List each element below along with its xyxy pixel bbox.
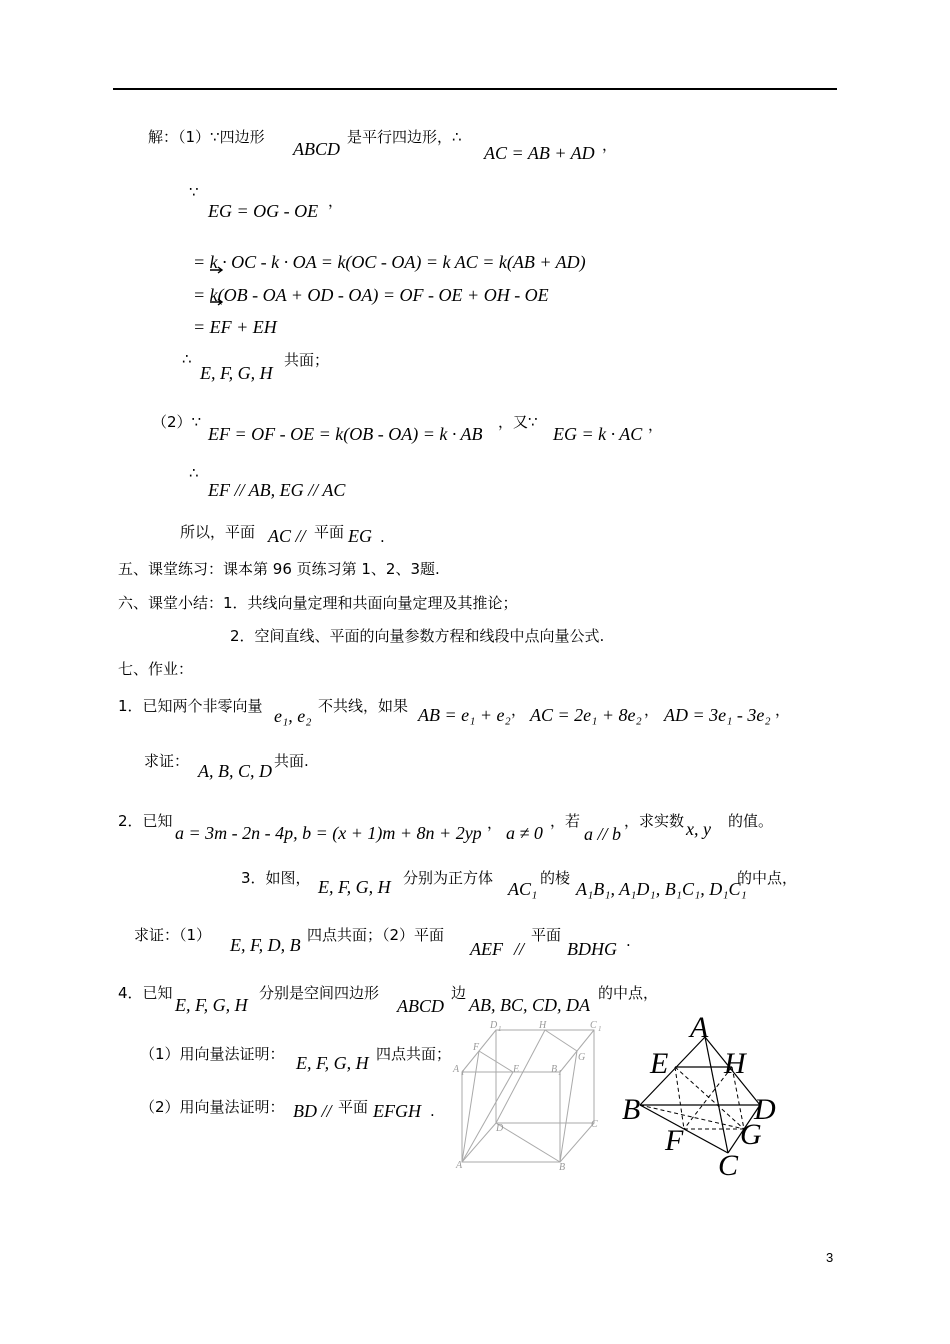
eq-ac: AC = AB + AD: [484, 143, 595, 163]
hw3-intro: 3．如图，: [241, 869, 311, 887]
comma: ，: [644, 701, 660, 719]
comma: ，: [511, 701, 527, 719]
cube-label-f: F: [473, 1042, 480, 1053]
comma: ，: [602, 136, 618, 154]
section-six: 六、课堂小结：1．共线向量定理和共面向量定理及其推论；: [118, 594, 518, 612]
tetra-label-h: H: [724, 1047, 746, 1080]
cube-label-b1: B: [551, 1064, 558, 1075]
hw1-eq-ac: AC = 2e₁ + 8e₂: [530, 705, 642, 725]
subscript: 1: [498, 1025, 502, 1033]
hw4-edge-word: 边: [451, 984, 467, 1002]
hw4-quad: ABCD: [397, 996, 444, 1016]
because-symbol: ∵: [189, 183, 199, 201]
hw2-xy: x, y: [686, 819, 711, 839]
hw4-midpoints: 的中点，: [598, 984, 659, 1002]
vector-arrows: [208, 265, 228, 305]
hw3-parallel: //: [514, 939, 525, 959]
hw2-find: ，求实数: [624, 812, 685, 830]
cube-front-face: [462, 1072, 560, 1162]
tetra-label-c: C: [718, 1149, 739, 1182]
subscript: 1: [558, 1069, 562, 1077]
tetra-label-f: F: [665, 1124, 684, 1157]
hw1-intro: 1．已知两个非零向量: [118, 697, 263, 715]
comma: ，: [648, 416, 664, 434]
hw3-plane-word: 平面: [531, 926, 562, 944]
period: .: [626, 932, 631, 950]
also-because: ，又∵: [498, 413, 538, 431]
cube-label-a1: A: [453, 1064, 460, 1075]
tetra-label-e: E: [650, 1047, 669, 1080]
hw4-q1-points: E, F, G, H: [296, 1053, 369, 1073]
hw4-q2-bd: BD //: [293, 1101, 332, 1121]
hw3-prove: 求证：（1）: [134, 926, 212, 944]
hw1-prove: 求证：: [144, 752, 190, 770]
hw3-part1: 四点共面；（2）平面: [307, 926, 445, 944]
comma: ，: [775, 701, 791, 719]
cube-label-b: B: [559, 1162, 566, 1173]
hw3-points: E, F, G, H: [318, 877, 391, 897]
hw2-if: ，若: [550, 812, 581, 830]
period: .: [380, 528, 385, 546]
conclusion-text: 所以，平面: [180, 523, 256, 541]
eq-eg-k: EG = k · AC: [553, 424, 643, 444]
subscript: 1: [598, 1025, 602, 1033]
cube-figure: [450, 1015, 610, 1177]
tetra-label-a: A: [690, 1011, 709, 1044]
quadrilateral-name: ABCD: [293, 139, 340, 159]
hw2-equation: a = 3m - 2n - 4p, b = (x + 1)m + 8n + 2yp: [175, 823, 482, 843]
comma: ，: [487, 814, 503, 832]
hw1-coplanar: 共面.: [274, 752, 309, 770]
hw4-quad-text: 分别是空间四边形: [259, 984, 380, 1002]
subscript: 1: [461, 1069, 465, 1077]
hw2-parallel: a // b: [584, 824, 622, 844]
cube-label-c1: C: [590, 1020, 597, 1031]
hw2-nonzero: a ≠ 0: [506, 823, 543, 843]
hw4-q2: （2）用向量法证明：: [140, 1098, 285, 1116]
section-five: 五、课堂练习：课本第 96 页练习第 1、2、3题.: [118, 560, 440, 578]
plane-eg: EG: [348, 526, 372, 546]
hw4-intro: 4．已知: [118, 984, 173, 1002]
eq-eg: EG = OG - OE: [208, 201, 319, 221]
eq-ef: EF = OF - OE = k(OB - OA) = k · AB: [208, 424, 483, 444]
cube-label-e: E: [513, 1064, 520, 1075]
eq-line5: = EF + EH: [193, 317, 277, 337]
hw1-eq-ad: AD = 3e₁ - 3e₂: [664, 705, 771, 725]
hw3-plane-bdhg: BDHG: [567, 939, 617, 959]
plane-word: 平面: [314, 523, 345, 541]
solution-part1-intro: 解：（1）∵四边形: [148, 128, 265, 146]
section-six-item2: 2．空间直线、平面的向量参数方程和线段中点向量公式.: [230, 627, 605, 645]
cube-label-d1: D: [490, 1020, 498, 1031]
cube-label-d: D: [496, 1123, 504, 1134]
header-rule: [113, 88, 837, 90]
hw3-edges: A₁B₁, A₁D₁, B₁C₁, D₁C₁: [576, 879, 747, 899]
hw3-midpoints: 的中点，: [737, 869, 798, 887]
cube-label-g: G: [578, 1052, 586, 1063]
hw3-cube: AC₁: [508, 879, 538, 899]
coplanar-text: 共面；: [284, 351, 330, 369]
therefore-symbol-2: ∴: [189, 464, 199, 482]
parallelogram-text: 是平行四边形，∴: [347, 128, 462, 146]
hw1-noncollinear: 不共线，如果: [318, 697, 409, 715]
period: .: [430, 1102, 435, 1120]
eq-line4: = k(OB - OA + OD - OA) = OF - OE + OH - OE: [193, 285, 549, 305]
therefore-symbol: ∴: [182, 350, 192, 368]
eq-line3: = k · OC - k · OA = k(OC - OA) = k AC = k(AB + AD): [193, 252, 586, 272]
hw4-q2-plane: 平面: [338, 1098, 369, 1116]
hw4-edges: AB, BC, CD, DA: [469, 995, 590, 1015]
hw1-eq-ab: AB = e₁ + e₂: [418, 705, 511, 725]
section-seven: 七、作业：: [118, 660, 194, 678]
page-number: 3: [826, 1250, 834, 1265]
hw3-edges-label: 的棱: [540, 869, 571, 887]
cube-label-h: H: [539, 1020, 547, 1031]
hw1-vectors: e₁, e₂: [274, 706, 312, 726]
hw3-plane-aef: AEF: [470, 939, 503, 959]
hw1-points: A, B, C, D: [198, 761, 272, 781]
hw4-q2-efgh: EFGH: [373, 1101, 421, 1121]
comma: ，: [328, 192, 344, 210]
hw3-points2: E, F, D, B: [230, 935, 301, 955]
tetra-label-b: B: [622, 1093, 641, 1126]
cube-label-a: A: [456, 1160, 463, 1171]
hw4-points: E, F, G, H: [175, 995, 248, 1015]
tetra-label-g: G: [740, 1118, 762, 1151]
hw3-cube-text: 分别为正方体: [403, 869, 494, 887]
hw2-intro: 2．已知: [118, 812, 173, 830]
points-efgh: E, F, G, H: [200, 363, 273, 383]
hw4-q1: （1）用向量法证明：: [140, 1045, 285, 1063]
hw4-q1-coplanar: 四点共面；: [376, 1045, 452, 1063]
plane-ac: AC //: [268, 526, 306, 546]
hw2-values: 的值。: [728, 812, 774, 830]
tetra-label-d: D: [754, 1093, 776, 1126]
parallel-statement: EF // AB, EG // AC: [208, 480, 346, 500]
tetrahedron-figure: [620, 1005, 795, 1180]
cube-label-c: C: [591, 1119, 598, 1130]
solution-part2-intro: （2）∵: [152, 413, 202, 431]
